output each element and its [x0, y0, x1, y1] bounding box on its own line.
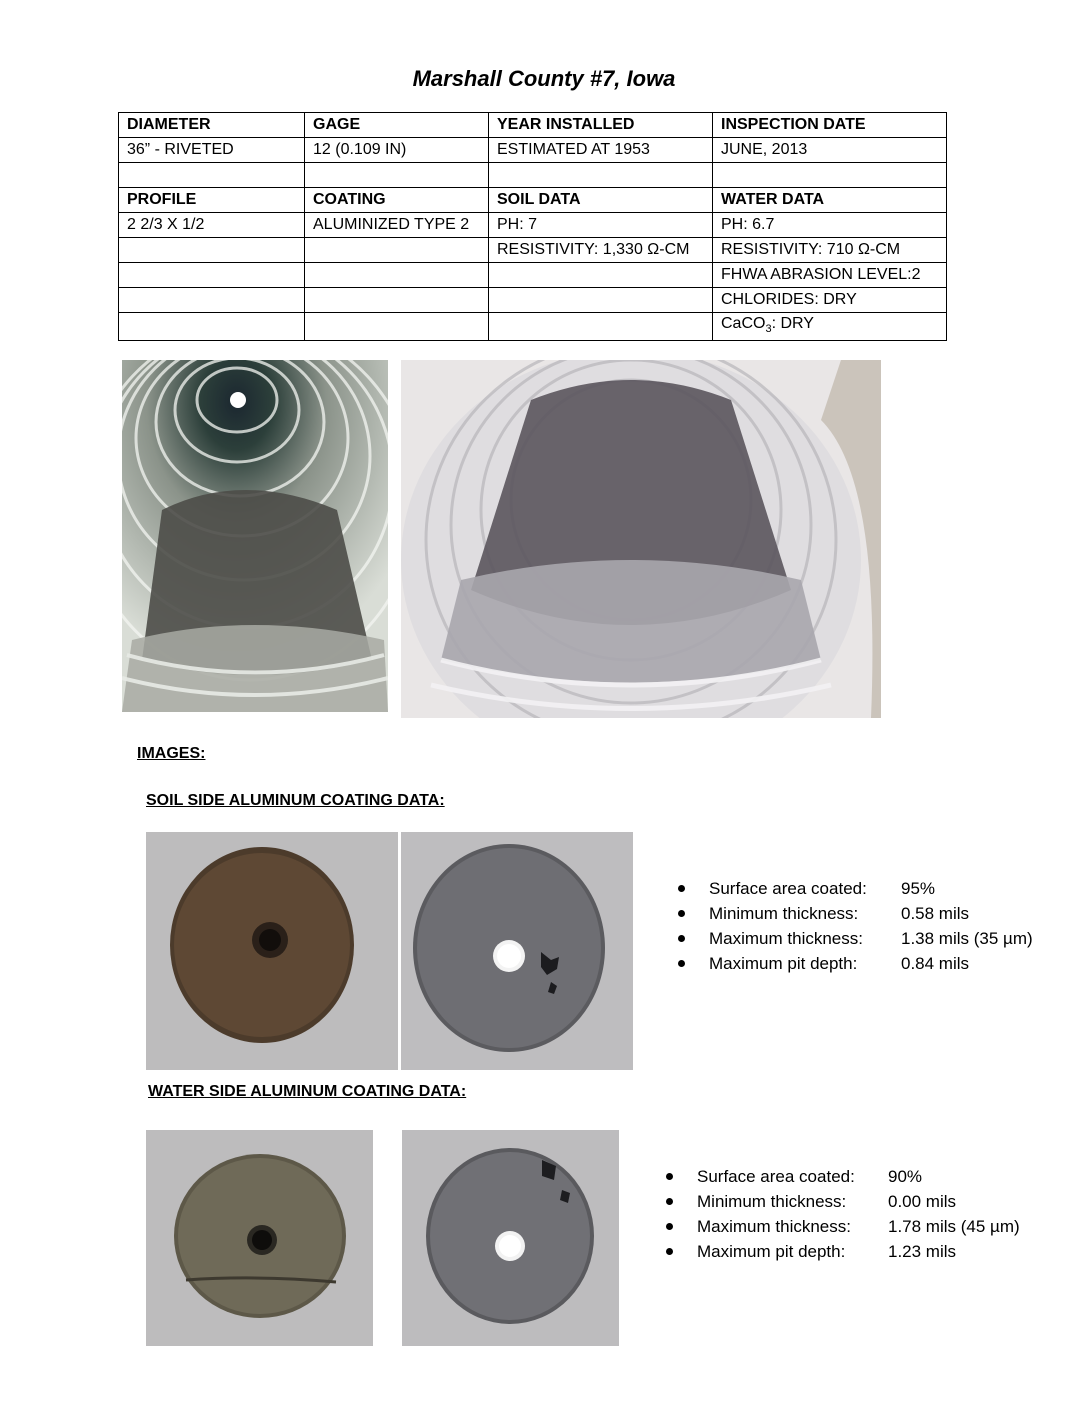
table-cell — [119, 288, 305, 313]
data-label: Surface area coated: — [697, 1167, 855, 1186]
bullet-icon — [666, 1173, 673, 1180]
bullet-icon — [678, 885, 685, 892]
table-row — [119, 263, 947, 288]
data-value: 1.38 mils (35 µm) — [901, 929, 1033, 948]
pipe-spec-table — [118, 112, 947, 341]
data-value: 1.23 mils — [888, 1242, 957, 1261]
bullet-icon — [666, 1198, 673, 1205]
table-header-cell: GAGE — [305, 113, 489, 138]
table-cell — [119, 163, 305, 188]
bullet-icon — [678, 910, 685, 917]
table-cell: ALUMINIZED TYPE 2 — [305, 213, 489, 238]
data-value: 0.58 mils — [901, 904, 970, 923]
table-cell: ESTIMATED AT 1953 — [489, 138, 713, 163]
table-cell: RESISTIVITY: 1,330 Ω-CM — [489, 238, 713, 263]
data-value: 0.84 mils — [901, 954, 970, 973]
page-title: Marshall County #7, Iowa — [412, 66, 676, 91]
table-row — [119, 313, 947, 341]
water-coupon-photo-1 — [146, 1130, 373, 1346]
bullet-icon — [666, 1223, 673, 1230]
table-row — [119, 113, 947, 138]
table-cell: 2 2/3 X 1/2 — [119, 213, 305, 238]
table-row — [119, 288, 947, 313]
data-value: 0.00 mils — [888, 1192, 957, 1211]
table-cell: PH: 6.7 — [713, 213, 947, 238]
data-label: Minimum thickness: — [697, 1192, 847, 1211]
culvert-interior-photo-1 — [122, 360, 388, 712]
table-cell — [119, 263, 305, 288]
table-header-cell: DIAMETER — [119, 113, 305, 138]
data-value: 90% — [888, 1167, 923, 1186]
data-label: Maximum pit depth: — [697, 1242, 846, 1261]
water-coupon-photo-2 — [402, 1130, 619, 1346]
data-label: Maximum pit depth: — [709, 954, 858, 973]
table-header-cell: SOIL DATA — [489, 188, 713, 213]
table-row — [119, 238, 947, 263]
data-value: 1.78 mils (45 µm) — [888, 1217, 1020, 1236]
table-cell: FHWA ABRASION LEVEL:2 — [713, 263, 947, 288]
caco3-cell: CaCO$_3$: DRY — [713, 313, 947, 341]
table-cell — [305, 163, 489, 188]
water-side-heading: WATER SIDE ALUMINUM COATING DATA: — [148, 1083, 467, 1100]
data-value: 95% — [901, 879, 936, 898]
table-cell: JUNE, 2013 — [713, 138, 947, 163]
bullet-icon — [666, 1248, 673, 1255]
table-row — [119, 188, 947, 213]
soil-coupon-photo-1 — [146, 832, 398, 1070]
table-cell: PH: 7 — [489, 213, 713, 238]
table-cell — [713, 163, 947, 188]
table-cell — [489, 163, 713, 188]
table-cell — [119, 238, 305, 263]
table-header-cell: YEAR INSTALLED — [489, 113, 713, 138]
table-cell — [489, 263, 713, 288]
table-header-cell: INSPECTION DATE — [713, 113, 947, 138]
bullet-icon — [678, 935, 685, 942]
table-row — [119, 163, 947, 188]
table-cell: RESISTIVITY: 710 Ω-CM — [713, 238, 947, 263]
bullet-icon — [678, 960, 685, 967]
table-cell — [305, 238, 489, 263]
images-heading: IMAGES: — [137, 745, 206, 762]
table-header-cell: PROFILE — [119, 188, 305, 213]
soil-side-heading: SOIL SIDE ALUMINUM COATING DATA: — [146, 792, 445, 809]
table-header-cell: COATING — [305, 188, 489, 213]
table-cell — [119, 313, 305, 341]
table-cell: CHLORIDES: DRY — [713, 288, 947, 313]
culvert-interior-photo-2 — [401, 360, 881, 718]
table-cell: 12 (0.109 IN) — [305, 138, 489, 163]
table-cell — [305, 263, 489, 288]
table-cell — [489, 313, 713, 341]
data-label: Minimum thickness: — [709, 904, 859, 923]
table-cell — [489, 288, 713, 313]
data-label: Maximum thickness: — [709, 929, 863, 948]
data-label: Surface area coated: — [709, 879, 867, 898]
data-label: Maximum thickness: — [697, 1217, 851, 1236]
table-header-cell: WATER DATA — [713, 188, 947, 213]
table-row — [119, 213, 947, 238]
table-cell: 36” - RIVETED — [119, 138, 305, 163]
table-cell — [305, 288, 489, 313]
table-row — [119, 138, 947, 163]
soil-coupon-photo-2 — [401, 832, 633, 1070]
table-cell — [305, 313, 489, 341]
